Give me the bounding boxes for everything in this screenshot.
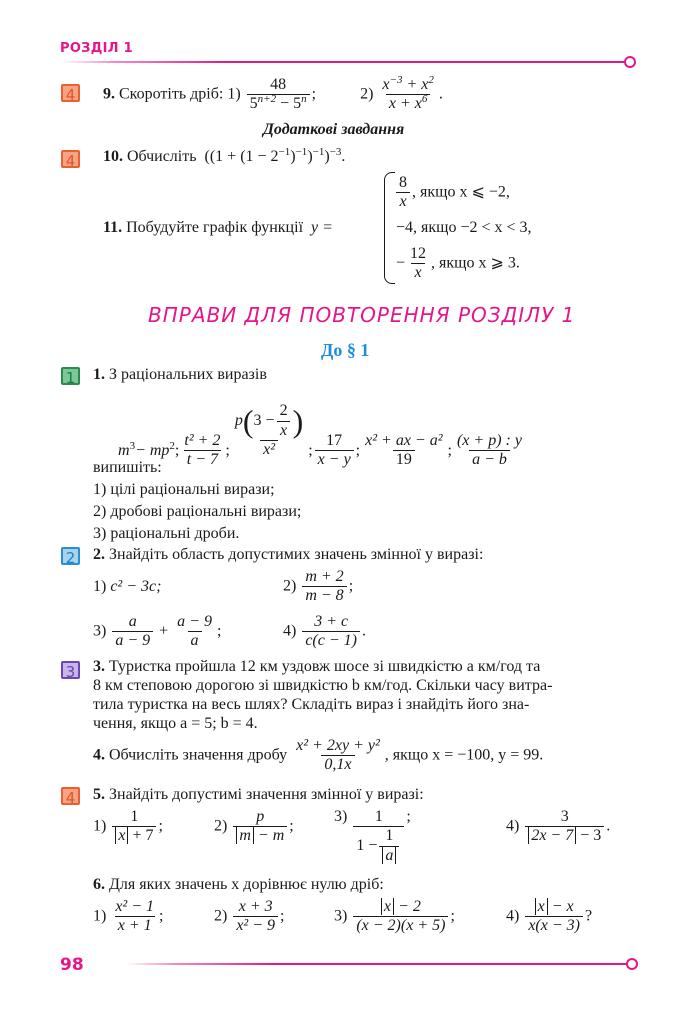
task-11: 11. Побудуйте графік функції y =: [103, 219, 333, 236]
exercise-6-part-4: 4) $\frac{x - x}{x(x - 3)}$ ?: [506, 898, 593, 935]
footer-rule-end-icon: [626, 958, 638, 970]
exercise-6-title: 6. Для яких значень x дорівнює нулю дріб:: [93, 876, 384, 893]
exercise-5-part-3: 3) 1 1 − $\frac{1}{a}$ ;: [334, 808, 411, 864]
exercise-6-part-3: 3) $\frac{x - 2}{(x - 2)(x + 5)}$ ;: [334, 898, 455, 935]
difficulty-badge-1: 1: [61, 367, 80, 385]
write-out-label: випишіть:: [93, 459, 162, 476]
task-9: 9. Скоротіть дріб: 1) $\frac{48}{5^{n+2} - 5^n}$ ; 2) $\frac{x^{-3} + x^2}{x + x^6}$ .: [103, 74, 443, 113]
section-title: ВПРАВИ ДЛЯ ПОВТОРЕННЯ РОЗДІЛУ 1: [148, 303, 576, 327]
exercise-6-part-1: 1) $\frac{\text{x² − 1}}{x + 1}$ ;: [93, 898, 164, 935]
exercise-5-part-2: 2) $\frac{p}{m - m}$ ;: [214, 808, 294, 845]
list-item: 3) раціональні дроби.: [93, 525, 240, 542]
task-10: 10. Обчисліть $((1 + (1 - 2^{-1})^{-1})^{-1})^{-3}$.: [103, 146, 346, 165]
exercise-5-part-4: 4) $\frac{3}{2x - 7 - 3}$ .: [506, 808, 611, 845]
exercise-4: 4. Обчисліть значення дробу $\frac{\text{x² + 2xy + y²}}{0,1x}$ , якщо x = −100, y = 99.: [93, 737, 544, 774]
difficulty-badge-4: 4: [61, 150, 80, 168]
exercise-2-part-1: 1) c² − 3c;: [93, 578, 162, 595]
exercise-1-expressions: m 3 − mp 2 ; $\frac{\text{t² + 2}}{t - 7}$ ; p ( 3 − $\frac{2}{x}$ ) x² ; $\frac{17}{x - y}$ ; $\frac{\text{x² + ax − a²}}{19}$ ; $\frac{(x + p) : y}{a - b}$: [118, 402, 522, 469]
exercise-3: 3. Туристка пройшла 12 км уздовж шосе зі швидкістю a км/год та 8 км степовою дорогою зі швидкістю b км/год. Скільки часу витра- тила туристка на весь шлях? Складіть вираз і знайдіть його зна- чення, якщо a = 5; b = 4.: [93, 658, 553, 732]
list-item: 2) дробові раціональні вирази;: [93, 503, 302, 520]
case-1: $\frac{8}{x}$ , якщо x ⩽ −2,: [394, 174, 510, 212]
difficulty-badge-4: 4: [61, 84, 80, 102]
subsection-title: До § 1: [321, 340, 370, 360]
exercise-5-part-1: 1) $\frac{1}{x + 7}$ ;: [93, 808, 163, 845]
exercise-2-title: 2. Знайдіть область допустимих значень змінної у виразі:: [93, 546, 484, 563]
difficulty-badge-3: 3: [61, 661, 80, 679]
chapter-label: РОЗДІЛ 1: [60, 41, 133, 56]
fraction: $\frac{x^{-3} + x^2}{x + x^6}$: [382, 74, 434, 113]
exercise-2-part-2: 2) $\frac{m + 2}{m - 8}$ ;: [283, 568, 354, 605]
fraction: $\frac{48}{5^{n+2} - 5^n}$: [247, 76, 310, 114]
case-3: − $\frac{12}{x}$ , якщо x ⩾ 3.: [396, 245, 520, 282]
case-2: −4, якщо −2 < x < 3,: [396, 219, 532, 236]
exercise-6-part-2: 2) $\frac{x + 3}{\text{x² − 9}}$ ;: [214, 898, 285, 935]
exercise-2-part-4: 4) $\frac{3 + c}{c(c - 1)}$ .: [283, 613, 366, 650]
header-rule-end-icon: [624, 56, 636, 68]
exercise-1-title: 1. З раціональних виразів: [93, 366, 267, 383]
header-rule: [60, 61, 625, 63]
extra-tasks-heading: Додаткові завдання: [263, 121, 405, 138]
page-number: 98: [60, 955, 84, 975]
difficulty-badge-4: 4: [61, 787, 80, 805]
exercise-5-title: 5. Знайдіть допустимі значення змінної у виразі:: [93, 786, 424, 803]
list-item: 1) цілі раціональні вирази;: [93, 481, 275, 498]
difficulty-badge-2: 2: [61, 547, 80, 565]
footer-rule: [125, 963, 627, 965]
exercise-2-part-3: 3) $\frac{a}{a - 9}$ + $\frac{a - 9}{a}$ ;: [93, 613, 222, 650]
